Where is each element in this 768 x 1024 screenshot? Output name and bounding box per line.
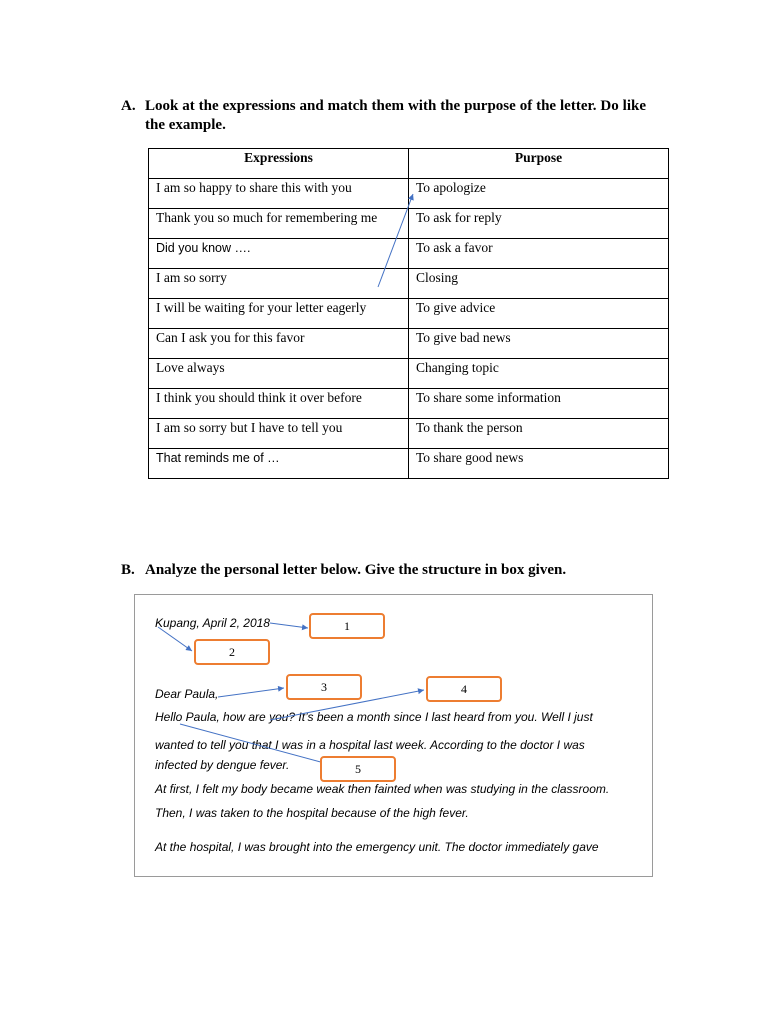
purpose-cell: To share good news bbox=[409, 449, 669, 479]
purpose-cell: To thank the person bbox=[409, 419, 669, 449]
purpose-cell: To give bad news bbox=[409, 329, 669, 359]
letter-body-line: infected by dengue fever. bbox=[155, 758, 290, 772]
section-a-instruction: Look at the expressions and match them with the purpose of the letter. Do like the example. bbox=[145, 98, 646, 133]
expression-cell: I am so happy to share this with you bbox=[149, 179, 409, 209]
purpose-cell: Closing bbox=[409, 269, 669, 299]
purpose-cell: Changing topic bbox=[409, 359, 669, 389]
letter-body-line: Hello Paula, how are you? It’s been a month since I last heard from you. Well I just bbox=[155, 710, 593, 724]
structure-box-5[interactable]: 5 bbox=[320, 756, 396, 782]
section-b-instruction: Analyze the personal letter below. Give the structure in box given. bbox=[145, 562, 567, 578]
arrow-to-box-5 bbox=[180, 724, 328, 764]
example-match-arrow bbox=[378, 194, 413, 287]
purpose-cell: To give advice bbox=[409, 299, 669, 329]
expression-cell: Did you know …. bbox=[149, 239, 409, 269]
arrow-to-box-3 bbox=[218, 688, 284, 697]
structure-box-1[interactable]: 1 bbox=[309, 613, 385, 639]
expression-cell: Can I ask you for this favor bbox=[149, 329, 409, 359]
header-expressions: Expressions bbox=[149, 149, 409, 179]
arrow-to-box-2 bbox=[158, 627, 192, 651]
letter-body-line: At first, I felt my body became weak then fainted when was studying in the classroom. bbox=[155, 782, 610, 796]
purpose-cell: To share some information bbox=[409, 389, 669, 419]
arrow-to-box-1 bbox=[270, 623, 308, 628]
expression-cell: I think you should think it over before bbox=[149, 389, 409, 419]
header-purpose: Purpose bbox=[409, 149, 669, 179]
letter-body-line: Then, I was taken to the hospital because of the high fever. bbox=[155, 806, 469, 820]
expression-cell: That reminds me of … bbox=[149, 449, 409, 479]
section-b-letter: B. bbox=[121, 562, 135, 578]
letter-body-line: At the hospital, I was brought into the emergency unit. The doctor immediately gave bbox=[155, 840, 599, 854]
structure-box-3[interactable]: 3 bbox=[286, 674, 362, 700]
letter-body-line: wanted to tell you that I was in a hospital last week. According to the doctor I was bbox=[155, 738, 585, 752]
letter-date-line: Kupang, April 2, 2018 bbox=[155, 616, 270, 630]
expression-cell: I am so sorry but I have to tell you bbox=[149, 419, 409, 449]
expression-cell: I am so sorry bbox=[149, 269, 409, 299]
expression-cell: Love always bbox=[149, 359, 409, 389]
letter-salutation: Dear Paula, bbox=[155, 687, 219, 701]
purpose-cell: To apologize bbox=[409, 179, 669, 209]
section-a-letter: A. bbox=[121, 98, 136, 114]
purpose-cell: To ask for reply bbox=[409, 209, 669, 239]
expression-cell: I will be waiting for your letter eagerly bbox=[149, 299, 409, 329]
structure-box-4[interactable]: 4 bbox=[426, 676, 502, 702]
structure-box-2[interactable]: 2 bbox=[194, 639, 270, 665]
expression-cell: Thank you so much for remembering me bbox=[149, 209, 409, 239]
purpose-cell: To ask a favor bbox=[409, 239, 669, 269]
